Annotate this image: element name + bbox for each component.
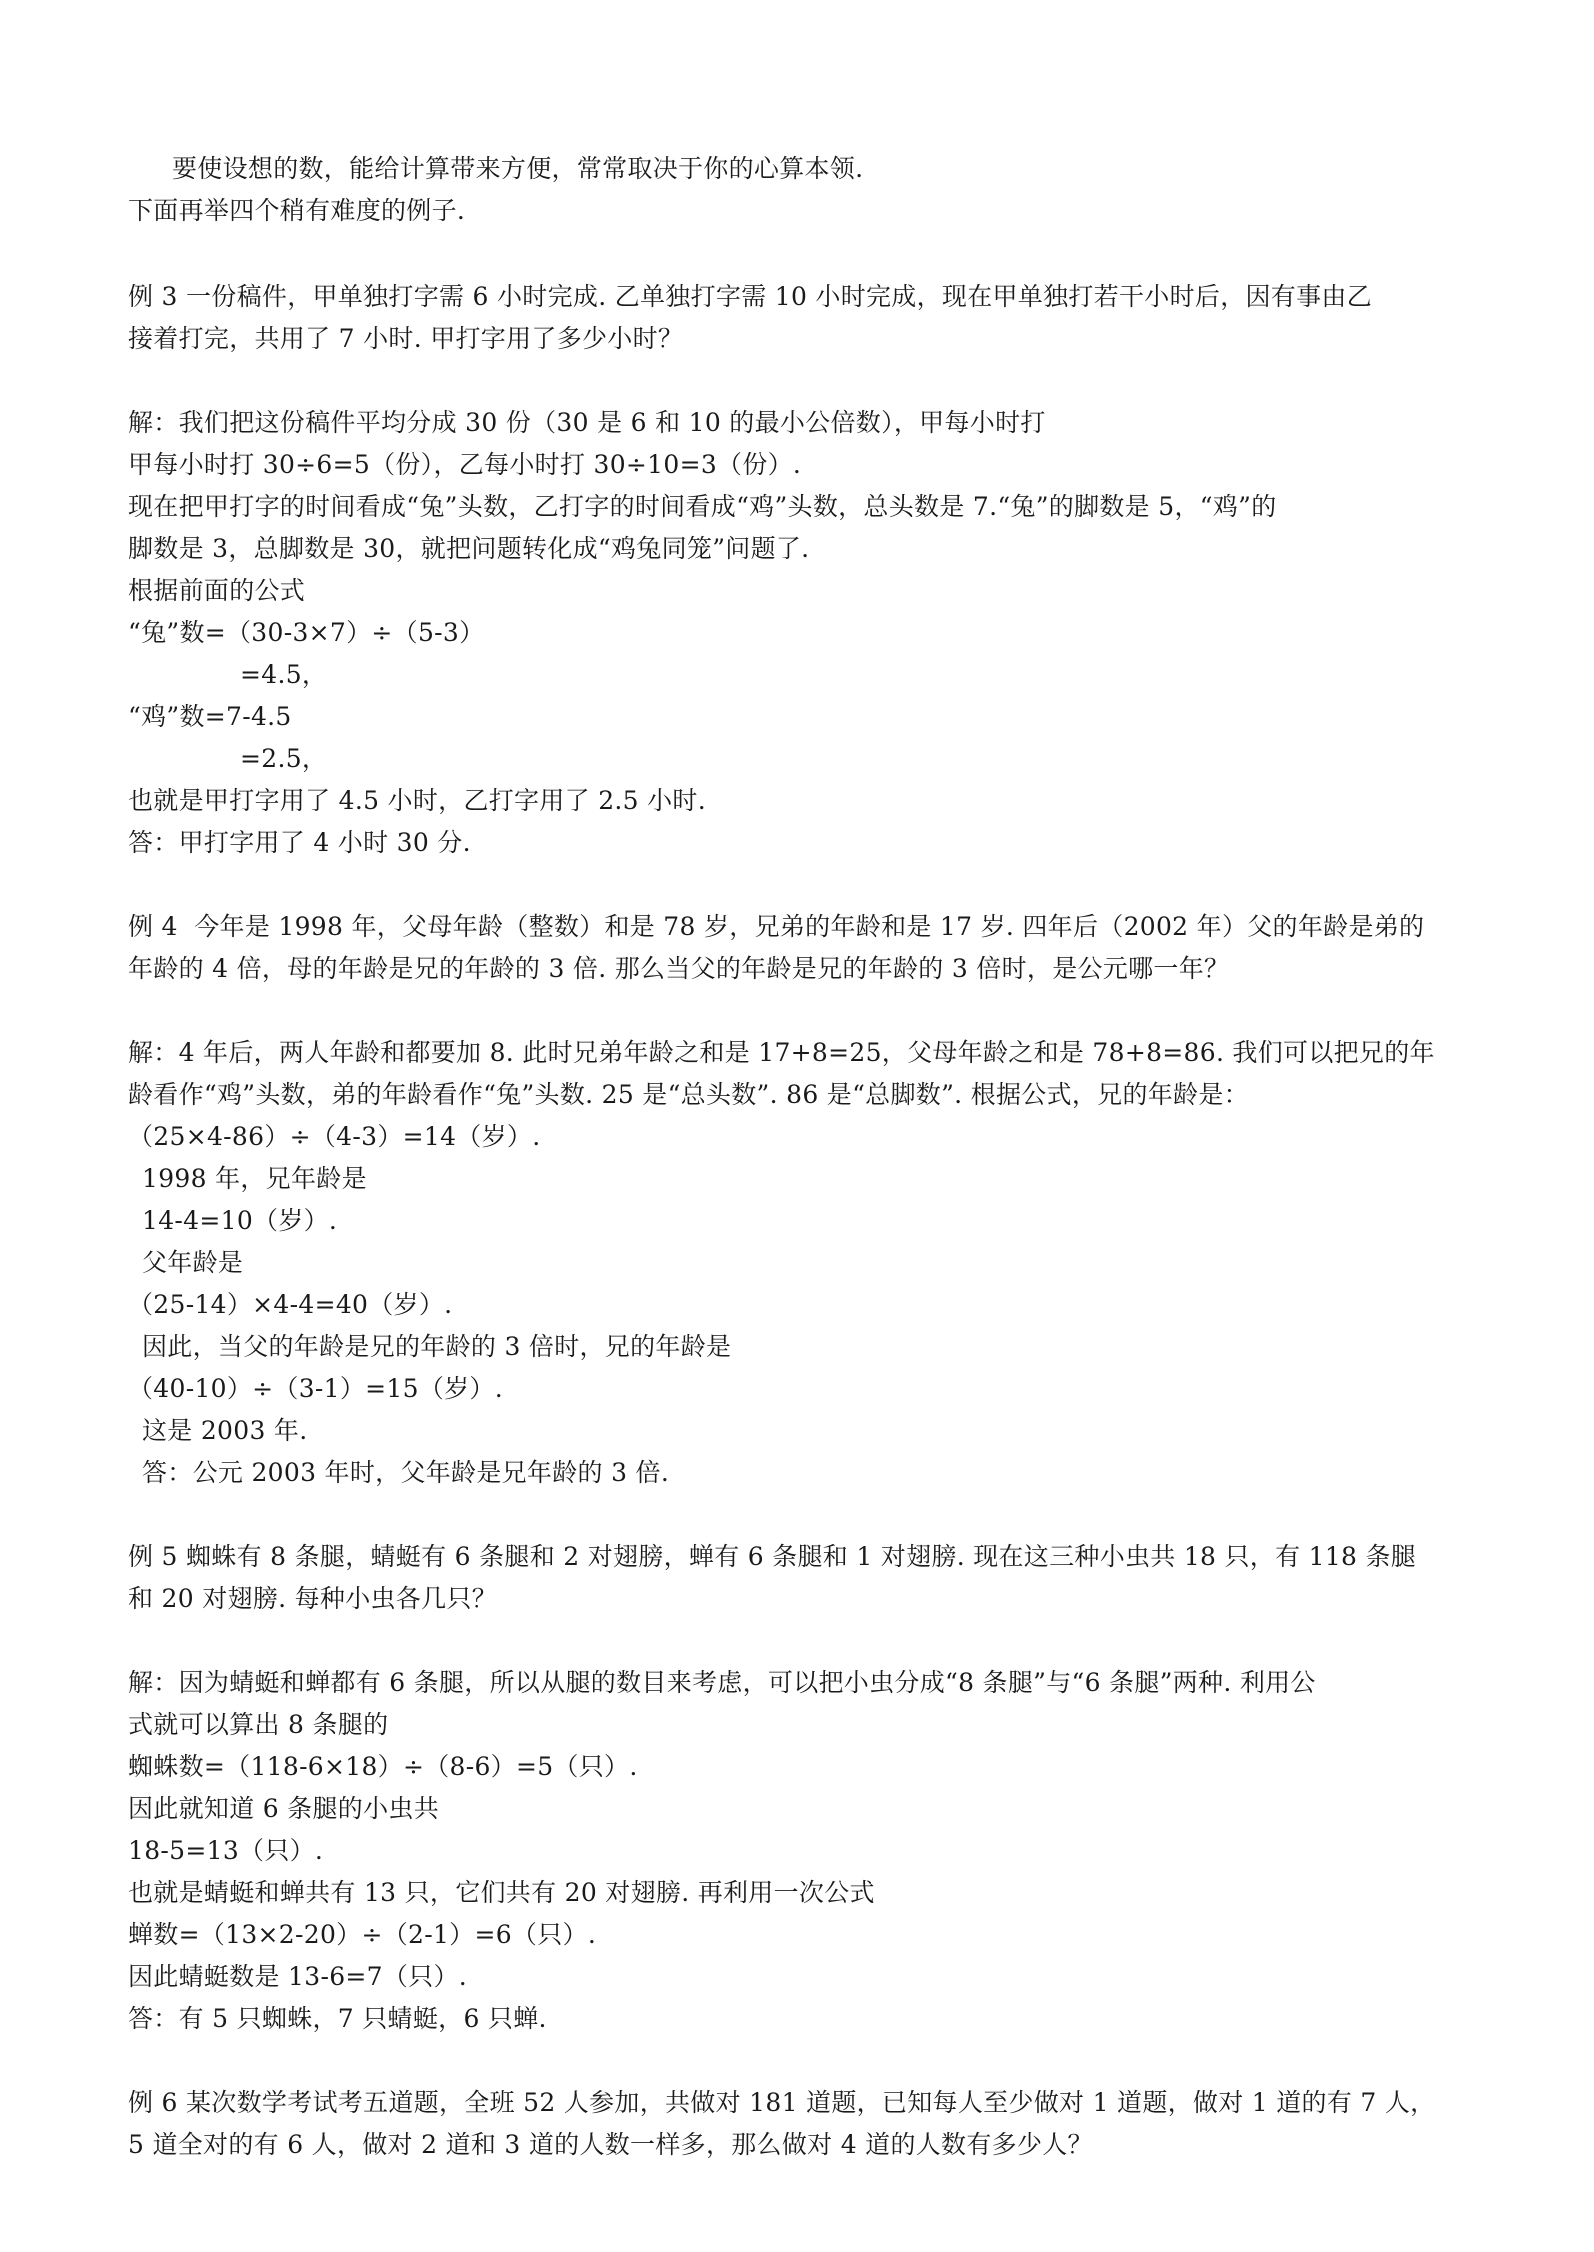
example-5-solution-line: 因此就知道 6 条腿的小虫共 xyxy=(128,1794,440,1823)
example-4-solution-line: 父年龄是 xyxy=(142,1248,244,1277)
example-5-solution-line: 因此蜻蜓数是 13-6=7（只）. xyxy=(128,1962,468,1991)
example-4-solution-line: 龄看作“鸡”头数，弟的年龄看作“兔”头数. 25 是“总头数”. 86 是“总脚数”. 根据公式，兄的年龄是： xyxy=(128,1080,1249,1109)
example-3-formula-line: “鸡”数=7-4.5 xyxy=(128,702,292,731)
example-3-solution-line: 甲每小时打 30÷6=5（份），乙每小时打 30÷10=3（份）. xyxy=(128,450,802,479)
example-4-formula-line: （40-10）÷（3-1）=15（岁）. xyxy=(128,1374,503,1403)
example-3-formula-line: =4.5， xyxy=(240,660,328,689)
example-4-question-line-1: 例 4 今年是 1998 年，父母年龄（整数）和是 78 岁，兄弟的年龄和是 17 岁. 四年后（2002 年）父的年龄是弟的 xyxy=(128,912,1425,941)
example-5-solution-line: 式就可以算出 8 条腿的 xyxy=(128,1710,389,1739)
example-5-question-line-2: 和 20 对翅膀. 每种小虫各几只？ xyxy=(128,1584,497,1613)
example-5-solution-line: 解：因为蜻蜓和蝉都有 6 条腿，所以从腿的数目来考虑，可以把小虫分成“8 条腿”与“6 条腿”两种. 利用公 xyxy=(128,1668,1316,1697)
intro-line-1: 要使设想的数，能给计算带来方便，常常取决于你的心算本领. xyxy=(172,154,864,183)
example-3-formula-line: =2.5， xyxy=(240,744,328,773)
example-4-solution-line: 1998 年，兄年龄是 xyxy=(142,1164,367,1193)
example-6-question-line-1: 例 6 某次数学考试考五道题，全班 52 人参加，共做对 181 道题，已知每人至少做对 1 道题，做对 1 道的有 7 人， xyxy=(128,2088,1436,2117)
example-3-solution-line: 根据前面的公式 xyxy=(128,576,306,605)
example-5-question-line-1: 例 5 蜘蛛有 8 条腿，蜻蜓有 6 条腿和 2 对翅膀，蝉有 6 条腿和 1 对翅膀. 现在这三种小虫共 18 只，有 118 条腿 xyxy=(128,1542,1417,1571)
example-6-question-line-2: 5 道全对的有 6 人，做对 2 道和 3 道的人数一样多，那么做对 4 道的人数有多少人？ xyxy=(128,2130,1093,2159)
example-5-formula-line: 蝉数=（13×2-20）÷（2-1）=6（只）. xyxy=(128,1920,597,1949)
example-5-answer: 答：有 5 只蜘蛛，7 只蜻蜓，6 只蝉. xyxy=(128,2004,547,2033)
example-5-formula-line: 蜘蛛数=（118-6×18）÷（8-6）=5（只）. xyxy=(128,1752,638,1781)
example-3-solution-line: 脚数是 3，总脚数是 30，就把问题转化成“鸡兔同笼”问题了. xyxy=(128,534,810,563)
example-4-solution-line: 因此，当父的年龄是兄的年龄的 3 倍时，兄的年龄是 xyxy=(142,1332,732,1361)
example-4-solution-line: 这是 2003 年. xyxy=(142,1416,308,1445)
example-3-question-line-1: 例 3 一份稿件，甲单独打字需 6 小时完成. 乙单独打字需 10 小时完成，现在甲单独打若干小时后，因有事由乙 xyxy=(128,282,1373,311)
example-3-solution-line: 也就是甲打字用了 4.5 小时，乙打字用了 2.5 小时. xyxy=(128,786,706,815)
example-4-answer: 答：公元 2003 年时，父年龄是兄年龄的 3 倍. xyxy=(142,1458,670,1487)
example-3-answer: 答：甲打字用了 4 小时 30 分. xyxy=(128,828,471,857)
example-4-question-line-2: 年龄的 4 倍，母的年龄是兄的年龄的 3 倍. 那么当父的年龄是兄的年龄的 3 倍时，是公元哪一年？ xyxy=(128,954,1230,983)
example-4-formula-line: （25×4-86）÷（4-3）=14（岁）. xyxy=(128,1122,541,1151)
example-3-solution-line: 解：我们把这份稿件平均分成 30 份（30 是 6 和 10 的最小公倍数），甲每小时打 xyxy=(128,408,1046,437)
example-4-formula-line: 14-4=10（岁）. xyxy=(142,1206,338,1235)
example-4-formula-line: （25-14）×4-4=40（岁）. xyxy=(128,1290,453,1319)
example-5-solution-line: 也就是蜻蜓和蝉共有 13 只，它们共有 20 对翅膀. 再利用一次公式 xyxy=(128,1878,875,1907)
example-3-solution-line: 现在把甲打字的时间看成“兔”头数，乙打字的时间看成“鸡”头数，总头数是 7.“兔”的脚数是 5，“鸡”的 xyxy=(128,492,1277,521)
intro-line-2: 下面再举四个稍有难度的例子. xyxy=(128,196,466,225)
example-3-formula-line: “兔”数=（30-3×7）÷（5-3） xyxy=(128,618,485,647)
example-5-formula-line: 18-5=13（只）. xyxy=(128,1836,324,1865)
example-3-question-line-2: 接着打完，共用了 7 小时. 甲打字用了多少小时？ xyxy=(128,324,684,353)
example-4-solution-line: 解：4 年后，两人年龄和都要加 8. 此时兄弟年龄之和是 17+8=25，父母年龄之和是 78+8=86. 我们可以把兄的年 xyxy=(128,1038,1435,1067)
